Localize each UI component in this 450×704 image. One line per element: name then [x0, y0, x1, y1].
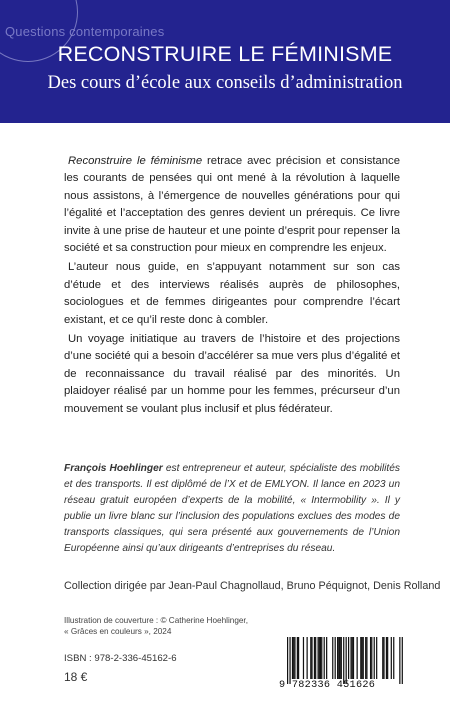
barcode-bar — [341, 637, 342, 679]
blurb-paragraph-3: Un voyage initiatique au travers de l’histoire et des projections d’une société qui a besoin d’accélérer sa mue vers plus d’égalité et de reconnaissance du travail réalisé par des minorités. Un plaidoyer réalisé par un homme pour les femmes, précurseur d’un mouvement se voulant plus inclusif et plus fédérateur. — [64, 333, 400, 415]
barcode-bar — [348, 637, 349, 679]
credit-line-2: « Grâces en couleurs », 2024 — [64, 627, 172, 636]
barcode-bar — [292, 637, 293, 679]
barcode-bar — [311, 637, 312, 679]
barcode-bar — [370, 637, 371, 679]
barcode-bar — [357, 637, 358, 679]
barcode-bar — [402, 637, 403, 684]
back-cover-blurb — [64, 153, 400, 418]
barcode-bar — [350, 637, 351, 679]
barcode-bar — [287, 637, 288, 684]
author-bio — [64, 461, 400, 556]
barcode-bar — [399, 637, 400, 684]
barcode-bar — [382, 637, 383, 679]
barcode-bar — [391, 637, 392, 679]
barcode-bar — [376, 637, 377, 679]
barcode-bar — [294, 637, 295, 679]
barcode-bar — [319, 637, 320, 679]
barcode-bar — [365, 637, 366, 679]
barcode-bar — [315, 637, 316, 679]
series-name: Questions contemporaines — [5, 24, 165, 39]
collection-directors: Collection dirigée par Jean-Paul Chagnollaud, Bruno Péquignot, Denis Rolland — [64, 580, 441, 592]
barcode-bar — [352, 637, 353, 679]
credit-line-1: Illustration de couverture : © Catherine Hoehlinger, — [64, 616, 248, 625]
barcode-bar — [374, 637, 375, 679]
barcode-bar — [321, 637, 322, 679]
barcode-bar — [332, 637, 333, 679]
isbn: ISBN : 978-2-336-45162-6 — [64, 653, 177, 664]
barcode-bar — [324, 637, 325, 679]
cover-header — [0, 0, 450, 123]
barcode-bar — [318, 637, 319, 679]
barcode-bar — [360, 637, 361, 679]
barcode-bar — [326, 637, 327, 679]
cover-illustration-credit — [64, 615, 294, 637]
barcode-bar — [335, 637, 336, 679]
barcode-bar — [361, 637, 362, 679]
barcode — [279, 637, 405, 692]
barcode-bar — [293, 637, 294, 679]
barcode-bar — [343, 637, 344, 684]
barcode-bar — [346, 637, 347, 684]
blurb-book-title: Reconstruire le féminisme — [68, 155, 203, 167]
barcode-bar — [338, 637, 339, 679]
barcode-bar — [289, 637, 290, 684]
price: 18 € — [64, 670, 88, 684]
barcode-bar — [339, 637, 340, 679]
book-subtitle: Des cours d’école aux conseils d’administration — [47, 73, 403, 93]
blurb-paragraph-1-text: retrace avec précision et consistance les courants de pensées qui ont mené à la révolution à laquelle nous assistons, à l’émergence de nouvelles générations pour qui l’égalité et l’acceptation des genres devient un prérequis. Ce livre invite à une prise de hauteur et une pointe d’esprit pour repenser la société et sa construction pour mieux en comprendre les enjeux. — [64, 155, 400, 255]
barcode-bar — [310, 637, 311, 679]
barcode-bar — [303, 637, 304, 679]
barcode-bar — [387, 637, 388, 679]
barcode-bar — [314, 637, 315, 679]
barcode-bar — [337, 637, 338, 679]
author-bio-text: est entrepreneur et auteur, spécialiste des mobilités et des transports. Il est diplômé de l’X et de EMLYON. Il lance en 2023 un réseau gratuit européen d’experts de la mobilité, « Intermobility ». Il y publie un livre blanc sur l’inclusion des populations exclues des modes de transports classiques, qui sera présenté aux gouvernements de l’Union Européenne ainsi qu’aux dirigeants d’entreprises du réseau. — [64, 463, 401, 554]
blurb-paragraph-2: L’auteur nous guide, en s’appuyant notamment sur son cas d’étude et des interviews réalisés auprès de philosophes, sociologues et de femmes dirigeantes pour comprendre l’écart existant, et ce qu’il reste donc à combler. — [64, 261, 400, 326]
barcode-bar — [298, 637, 299, 679]
barcode-bar — [297, 637, 298, 679]
barcode-bar — [366, 637, 367, 679]
barcode-bar — [383, 637, 384, 679]
barcode-digits: 9 782336 451626 — [279, 680, 376, 691]
barcode-bar — [307, 637, 308, 679]
barcode-bar — [363, 637, 364, 679]
book-title: RECONSTRUIRE LE FÉMINISME — [57, 42, 393, 66]
barcode-bar — [393, 637, 394, 679]
author-name: François Hoehlinger — [64, 463, 163, 474]
barcode-bar — [320, 637, 321, 679]
barcode-bar — [386, 637, 387, 679]
blurb-paragraph-1 — [64, 153, 400, 257]
barcode-bar — [353, 637, 354, 679]
barcode-bar — [371, 637, 372, 679]
